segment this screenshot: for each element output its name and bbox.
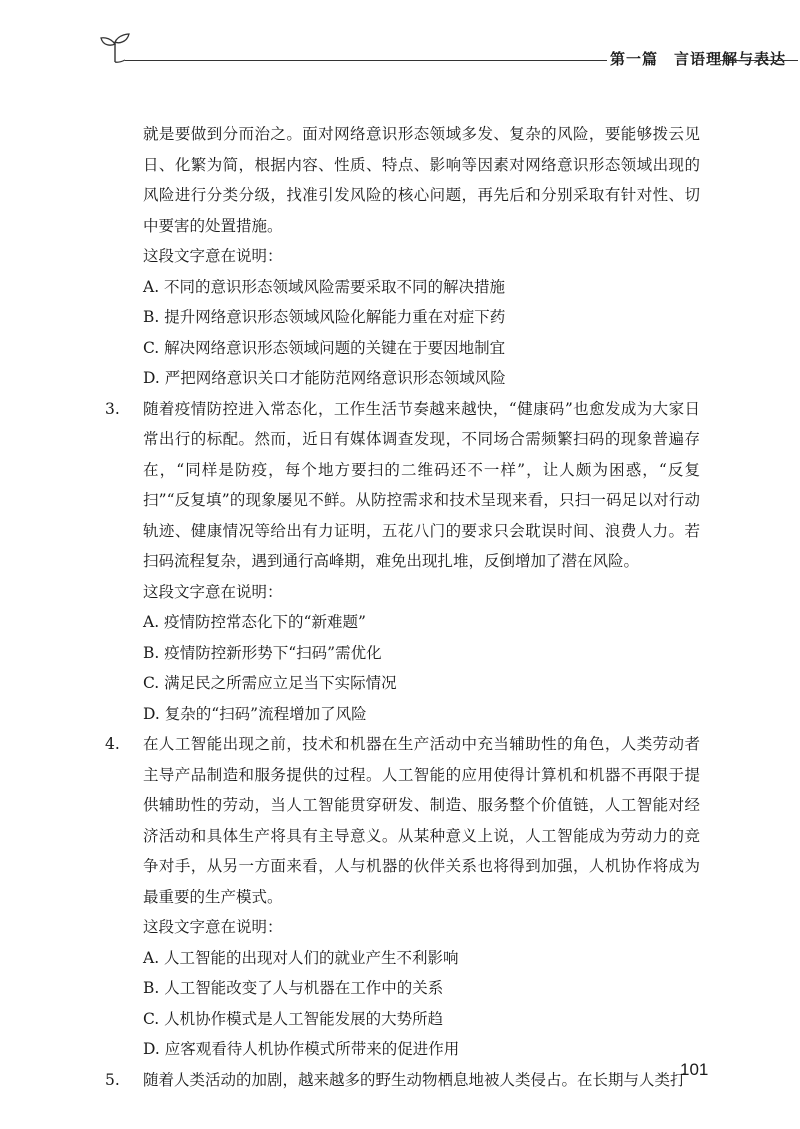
q2-option-b: B. 提升网络意识形态领域风险化解能力重在对症下药 bbox=[143, 308, 506, 326]
page-content bbox=[105, 119, 700, 1095]
q2-option-c: C. 解决网络意识形态领域问题的关键在于要因地制宜 bbox=[143, 338, 506, 357]
q4-option-d: D. 应客观看待人机协作模式所带来的促进作用 bbox=[143, 1040, 460, 1058]
q5-number: 5. bbox=[105, 1070, 120, 1089]
q4-option-b: B. 人工智能改变了人与机器在工作中的关系 bbox=[143, 979, 444, 997]
q2-option-d: D. 严把网络意识关口才能防范网络意识形态领域风险 bbox=[143, 369, 506, 387]
q4-passage: 在人工智能出现之前，技术和机器在生产活动中充当辅助性的角色，人类劳动者主导产品制造和服务提供的过程。人工智能的应用使得计算机和机器不再限于提供辅助性的劳动，当人工智能贯穿研发、制造、服务整个价值链，人工智能对经济活动和具体生产将具有主导意义。从某种意义上说，人工智能成为劳动力的竞争对手，从另一方面来看，人与机器的伙伴关系也将得到加强，人机协作将成为最重要的生产模式。 bbox=[143, 735, 700, 906]
q2-passage-tail: 就是要做到分而治之。面对网络意识形态领域多发、复杂的风险，要能够拨云见日、化繁为简，根据内容、性质、特点、影响等因素对网络意识形态领域出现的风险进行分类分级，找准引发风险的核心问题，再先后和分别采取有针对性、切中要害的处置措施。 bbox=[143, 125, 700, 235]
q3-number: 3. bbox=[105, 399, 120, 418]
q3-option-d: D. 复杂的“扫码”流程增加了风险 bbox=[143, 704, 367, 723]
q3-option-b: B. 疫情防控新形势下“扫码”需优化 bbox=[143, 643, 382, 662]
header-rule-left bbox=[125, 60, 607, 61]
question-3 bbox=[105, 394, 700, 577]
q3-passage: 随着疫情防控进入常态化，工作生活节奏越来越快，“健康码”也愈发成为大家日常出行的标配。然而，近日有媒体调查发现，不同场合需频繁扫码的现象普遍存在，“同样是防疫，每个地方要扫的二维码还不一样”，让人颇为困惑，“反复扫”“反复填”的现象屡见不鲜。从防控需求和技术呈现来看，只扫一码足以对行动轨迹、健康情况等给出有力证明，五花八门的要求只会耽误时间、浪费人力。若扫码流程复杂，遇到通行高峰期，难免出现扎堆，反倒增加了潜在风险。 bbox=[143, 399, 700, 570]
chapter-title: 第一篇 言语理解与表达 bbox=[610, 50, 787, 68]
page-number: 101 bbox=[680, 1060, 709, 1079]
q4-stem: 这段文字意在说明： bbox=[143, 918, 283, 936]
q3-option-a: A. 疫情防控常态化下的“新难题” bbox=[143, 613, 366, 631]
q5-passage: 随着人类活动的加剧，越来越多的野生动物栖息地被人类侵占。在长期与人类打 bbox=[143, 1070, 686, 1089]
header-rule-right bbox=[720, 60, 798, 61]
q4-number: 4. bbox=[105, 735, 120, 753]
q3-stem: 这段文字意在说明： bbox=[143, 582, 283, 601]
q4-option-a: A. 人工智能的出现对人们的就业产生不利影响 bbox=[143, 948, 459, 967]
q4-option-c: C. 人机协作模式是人工智能发展的大势所趋 bbox=[143, 1009, 444, 1028]
question-5 bbox=[105, 1065, 700, 1096]
q2-stem: 这段文字意在说明： bbox=[143, 247, 283, 265]
running-header bbox=[95, 30, 795, 70]
q3-option-c: C. 满足民之所需应立足当下实际情况 bbox=[143, 674, 397, 692]
q2-option-a: A. 不同的意识形态领域风险需要采取不同的解决措施 bbox=[143, 277, 506, 296]
question-4 bbox=[105, 729, 700, 912]
